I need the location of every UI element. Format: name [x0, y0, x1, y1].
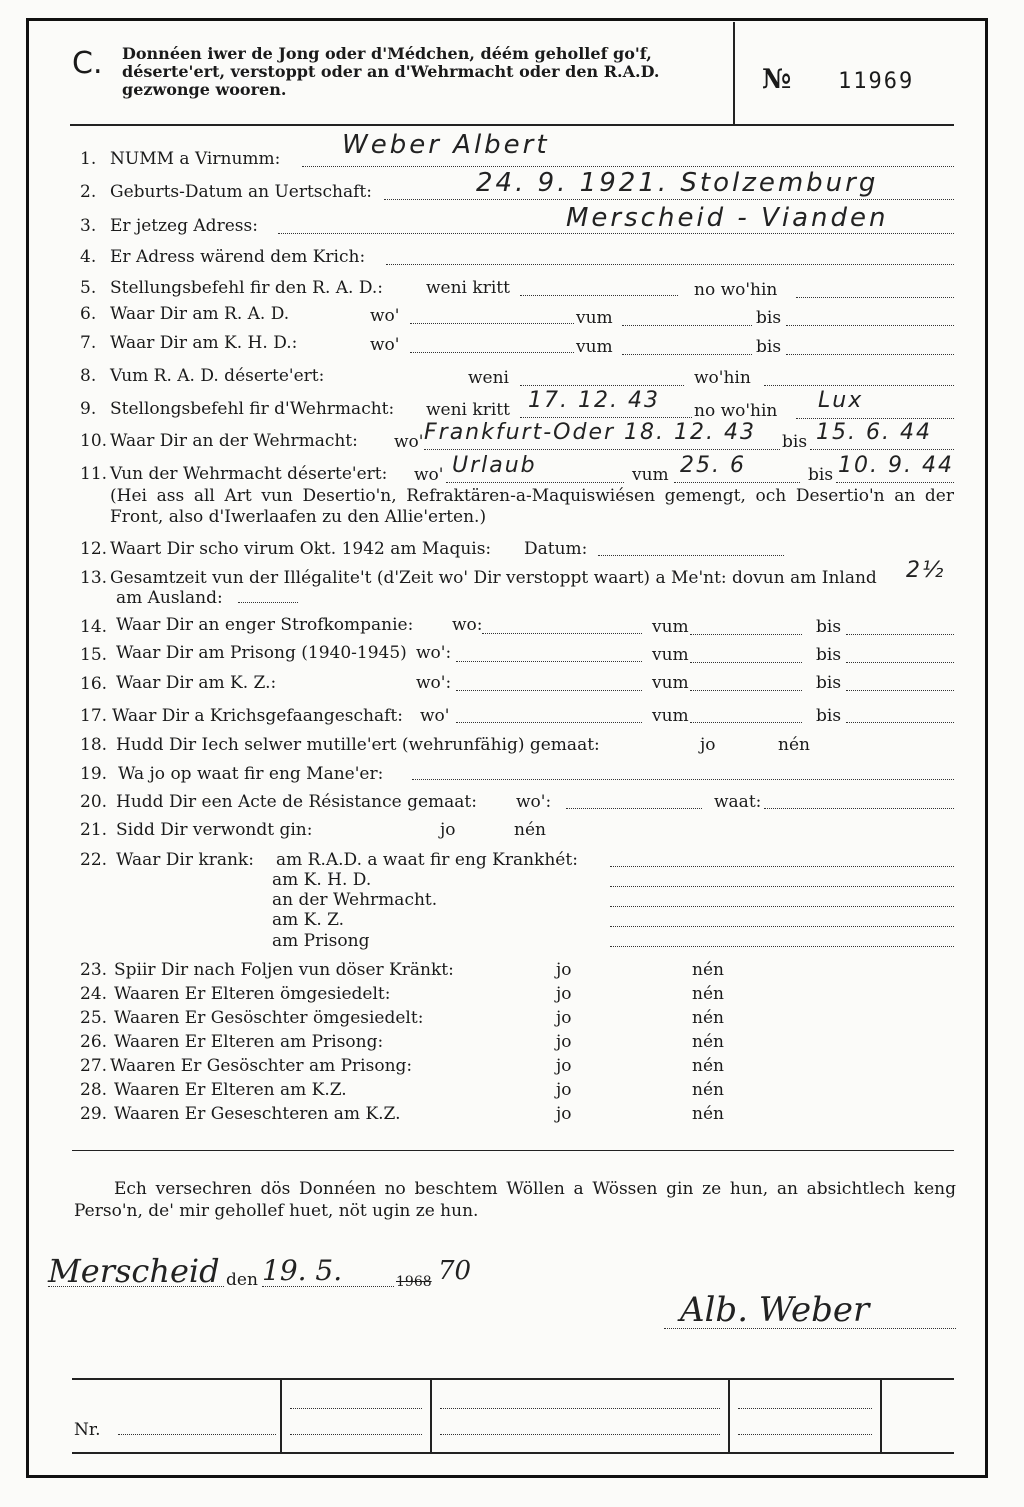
item-14-line-c	[846, 634, 954, 635]
item-8-where: wo'hin	[694, 368, 751, 388]
item-14-where: wo:	[452, 615, 483, 635]
item-11-label: Vun der Wehrmacht déserte'ert:	[110, 464, 388, 484]
item-12-label: Waart Dir scho virum Okt. 1942 am Maquis:	[110, 539, 492, 559]
item-23-num: 23.	[80, 960, 108, 980]
item-15-label: Waar Dir am Prisong (1940-1945)	[116, 643, 407, 663]
item-11-to: bis	[808, 465, 834, 485]
item-17-where: wo'	[420, 706, 450, 726]
item-25-num: 25.	[80, 1008, 108, 1028]
handwritten-address: Merscheid - Vianden	[566, 203, 889, 233]
item-10-num: 10.	[80, 431, 108, 451]
nr-line	[118, 1434, 276, 1435]
item-9-label: Stellongsbefehl fir d'Wehrmacht:	[110, 399, 395, 419]
item-11-line-b	[674, 482, 800, 483]
item-14-line-a	[482, 633, 642, 634]
item-8-label: Vum R. A. D. déserte'ert:	[110, 366, 325, 386]
item-5-line-b	[796, 297, 954, 298]
item-17-label: Waar Dir a Krichsgefaangeschaft:	[112, 706, 403, 726]
item-25-label: Waaren Er Gesöschter ömgesiedelt:	[114, 1008, 424, 1028]
item-21-no: nén	[514, 820, 546, 840]
item-17-num: 17.	[80, 706, 108, 726]
item-13-ausland: am Ausland:	[116, 588, 223, 608]
item-5-when: weni kritt	[426, 278, 510, 298]
item-24-yes: jo	[556, 984, 572, 1004]
item-23-no: nén	[692, 960, 724, 980]
item-2-label: Geburts-Datum an Uertschaft:	[110, 182, 372, 202]
item-8-line-b	[764, 385, 954, 386]
item-22-line-4	[610, 926, 954, 927]
item-9-line-b	[796, 418, 954, 419]
item-10-line-b	[810, 449, 954, 450]
item-21-label: Sidd Dir verwondt gin:	[116, 820, 313, 840]
item-19-label: Wa jo op waat fir eng Mane'er:	[118, 764, 384, 784]
item-11-line-a	[446, 482, 624, 483]
item-29-no: nén	[692, 1104, 724, 1124]
item-9-when: weni kritt	[426, 400, 510, 420]
item-18-yes: jo	[700, 735, 716, 755]
item-15-to: bis	[816, 645, 842, 665]
item-5-where: no wo'hin	[694, 280, 778, 300]
item-16-line-b	[690, 690, 802, 691]
item-17-line-c	[846, 722, 954, 723]
table-cell-line-2	[290, 1434, 422, 1435]
item-23-label: Spiir Dir nach Foljen vun döser Kränkt:	[114, 960, 454, 980]
item-29-yes: jo	[556, 1104, 572, 1124]
item-20-where: wo':	[516, 792, 552, 812]
item-24-num: 24.	[80, 984, 108, 1004]
nr-label: Nr.	[74, 1420, 101, 1440]
item-11-num: 11.	[80, 464, 108, 484]
declaration-text: Ech versechren dös Donnéen no beschtem Wöllen a Wössen gin ze hun, an absichtlech keng Perso'n, de' mir gehollef huet, nöt ugin ze hun.	[74, 1179, 956, 1221]
item-16-line-c	[846, 690, 954, 691]
item-24-label: Waaren Er Elteren ömgesiedelt:	[114, 984, 391, 1004]
item-15-line-b	[690, 662, 802, 663]
item-16-line-a	[456, 690, 642, 691]
item-21-yes: jo	[440, 820, 456, 840]
handwritten-name: Weber Albert	[342, 130, 550, 160]
item-11-note: (Hei ass all Art vun Desertio'n, Refraktären-a-Maquiswiésen gemengt, och Desertio'n an der Front, also d'Iwerlaafen zu den Allie'erten.)	[110, 486, 954, 527]
handwritten-birth: 24. 9. 1921. Stolzemburg	[476, 168, 879, 198]
item-3-label: Er jetzeg Adress:	[110, 216, 258, 236]
header-rule	[70, 124, 954, 126]
item-7-num: 7.	[80, 333, 97, 353]
item-6-line-a	[410, 323, 574, 324]
item-2-num: 2.	[80, 182, 97, 202]
item-5-line-a	[520, 295, 678, 296]
item-7-to: bis	[756, 337, 782, 357]
item-12-date-label: Datum:	[524, 539, 588, 559]
item-25-no: nén	[692, 1008, 724, 1028]
handwritten-desert-vum: 25. 6	[680, 453, 746, 478]
item-1-label: NUMM a Virnumm:	[110, 149, 281, 169]
item-16-where: wo':	[416, 673, 452, 693]
item-11-from: vum	[632, 465, 669, 485]
handwritten-wehrmacht-where: Frankfurt-Oder 18. 12. 43	[424, 420, 756, 445]
item-11-line-c	[836, 482, 954, 483]
item-18-label: Hudd Dir Iech selwer mutille'ert (wehrunfähig) gemaat:	[116, 735, 600, 755]
item-8-when: weni	[468, 368, 509, 388]
handwritten-desert-bis: 10. 9. 44	[838, 453, 954, 478]
form-title: Donnéen iwer de Jong oder d'Médchen, déém gehollef go'f, déserte'ert, verstoppt oder an d'Wehrmacht oder den R.A.D. gezwonge wooren.	[122, 44, 660, 99]
item-3-num: 3.	[80, 216, 97, 236]
item-28-num: 28.	[80, 1080, 108, 1100]
item-5-label: Stellungsbefehl fir den R. A. D.:	[110, 278, 384, 298]
item-27-label: Waaren Er Gesöschter am Prisong:	[110, 1056, 413, 1076]
item-22-line-3	[610, 906, 954, 907]
item-14-to: bis	[816, 617, 842, 637]
table-col-3	[728, 1379, 730, 1453]
signature: Alb. Weber	[680, 1290, 870, 1330]
item-16-to: bis	[816, 673, 842, 693]
item-22-kz: am K. Z.	[272, 910, 345, 930]
item-26-label: Waaren Er Elteren am Prisong:	[114, 1032, 384, 1052]
item-26-num: 26.	[80, 1032, 108, 1052]
den-label: den	[226, 1270, 258, 1290]
item-9-where: no wo'hin	[694, 401, 778, 421]
item-6-where: wo'	[370, 306, 400, 326]
item-20-what: waat:	[714, 792, 762, 812]
item-17-from: vum	[652, 706, 689, 726]
item-7-from: vum	[576, 337, 613, 357]
item-12-line	[598, 555, 784, 556]
table-col-2	[430, 1379, 432, 1453]
item-3-line	[278, 233, 954, 234]
item-12-num: 12.	[80, 539, 108, 559]
table-col-1	[280, 1379, 282, 1453]
item-29-num: 29.	[80, 1104, 108, 1124]
item-9-line-a	[520, 417, 692, 418]
table-col-4	[880, 1379, 882, 1453]
item-4-label: Er Adress wärend dem Krich:	[110, 247, 366, 267]
item-15-where: wo':	[416, 643, 452, 663]
item-16-label: Waar Dir am K. Z.:	[116, 673, 277, 693]
handwritten-place: Merscheid	[48, 1252, 220, 1290]
item-20-num: 20.	[80, 792, 108, 812]
item-5-num: 5.	[80, 278, 97, 298]
item-14-from: vum	[652, 617, 689, 637]
item-24-no: nén	[692, 984, 724, 1004]
item-7-where: wo'	[370, 335, 400, 355]
item-10-line-a	[424, 449, 780, 450]
item-6-num: 6.	[80, 304, 97, 324]
item-15-from: vum	[652, 645, 689, 665]
item-17-line-b	[690, 722, 802, 723]
item-19-line	[412, 779, 954, 780]
item-7-line-b	[622, 354, 752, 355]
item-13-num: 13.	[80, 568, 108, 588]
handwritten-year: 70	[438, 1256, 472, 1286]
item-8-line-a	[520, 385, 684, 386]
item-7-label: Waar Dir am K. H. D.:	[110, 333, 298, 353]
item-11-where: wo'	[414, 465, 444, 485]
handwritten-wehrmacht-bis: 15. 6. 44	[816, 420, 932, 445]
item-18-no: nén	[778, 735, 810, 755]
date-line	[262, 1286, 394, 1287]
item-20-label: Hudd Dir een Acte de Résistance gemaat:	[116, 792, 477, 812]
signature-line	[664, 1328, 956, 1329]
header-divider	[733, 22, 735, 124]
item-20-line-a	[566, 808, 702, 809]
handwritten-stellung-date: 17. 12. 43	[528, 388, 660, 413]
item-22-line-5	[610, 946, 954, 947]
item-6-to: bis	[756, 308, 782, 328]
item-22-label: Waar Dir krank:	[116, 850, 254, 870]
item-14-num: 14.	[80, 617, 108, 637]
item-17-to: bis	[816, 706, 842, 726]
item-16-num: 16.	[80, 674, 108, 694]
item-7-line-a	[410, 352, 574, 353]
item-13-label: Gesamtzeit vun der Illégalite't (d'Zeit wo' Dir verstoppt waart) a Me'nt: dovun am Inland	[110, 568, 877, 588]
item-8-num: 8.	[80, 366, 97, 386]
item-22-khd: am K. H. D.	[272, 870, 372, 890]
place-line	[48, 1286, 224, 1287]
table-cell-line-5	[738, 1408, 872, 1409]
item-9-num: 9.	[80, 399, 97, 419]
item-2-line	[384, 199, 954, 200]
item-21-num: 21.	[80, 820, 108, 840]
item-4-num: 4.	[80, 247, 97, 267]
item-27-no: nén	[692, 1056, 724, 1076]
item-6-line-b	[622, 325, 752, 326]
item-1-line	[302, 166, 954, 167]
table-cell-line-3	[440, 1408, 720, 1409]
item-28-yes: jo	[556, 1080, 572, 1100]
item-28-no: nén	[692, 1080, 724, 1100]
item-26-no: nén	[692, 1032, 724, 1052]
item-22-rad: am R.A.D. a waat fir eng Krankhét:	[276, 850, 578, 870]
item-6-label: Waar Dir am R. A. D.	[110, 304, 290, 324]
table-top-rule	[72, 1378, 954, 1380]
item-13-line	[238, 602, 298, 603]
item-10-label: Waar Dir an der Wehrmacht:	[110, 431, 358, 451]
form-number: 11969	[838, 69, 915, 94]
item-6-from: vum	[576, 308, 613, 328]
item-10-where: wo'	[394, 432, 424, 452]
item-22-prisong: am Prisong	[272, 931, 370, 951]
item-22-line-2	[610, 886, 954, 887]
handwritten-stellung-where: Lux	[818, 388, 864, 413]
table-cell-line-4	[440, 1434, 720, 1435]
item-27-num: 27.	[80, 1056, 108, 1076]
item-22-wehrmacht: an der Wehrmacht.	[272, 890, 438, 910]
item-23-yes: jo	[556, 960, 572, 980]
item-17-line-a	[456, 722, 642, 723]
table-bottom-rule	[72, 1452, 954, 1454]
item-14-label: Waar Dir an enger Strofkompanie:	[116, 615, 414, 635]
year-printed: 1968	[396, 1274, 432, 1290]
handwritten-date: 19. 5.	[262, 1254, 343, 1287]
item-15-line-c	[846, 662, 954, 663]
item-6-line-c	[786, 325, 954, 326]
item-4-line	[386, 264, 954, 265]
item-7-line-c	[786, 354, 954, 355]
item-14-line-b	[690, 634, 802, 635]
handwritten-inland: 2½	[906, 558, 946, 583]
item-1-num: 1.	[80, 149, 97, 169]
item-25-yes: jo	[556, 1008, 572, 1028]
item-10-to: bis	[782, 432, 808, 452]
item-22-line-1	[610, 866, 954, 867]
item-27-yes: jo	[556, 1056, 572, 1076]
item-29-label: Waaren Er Geseschteren am K.Z.	[114, 1104, 401, 1124]
item-15-num: 15.	[80, 645, 108, 665]
item-19-num: 19.	[80, 764, 108, 784]
item-18-num: 18.	[80, 735, 108, 755]
number-sign: №	[762, 64, 792, 95]
items-end-rule	[72, 1150, 954, 1151]
section-letter: C.	[72, 46, 103, 81]
table-cell-line-6	[738, 1434, 872, 1435]
handwritten-desert-where: Urlaub	[452, 453, 537, 478]
item-28-label: Waaren Er Elteren am K.Z.	[114, 1080, 347, 1100]
item-20-line-b	[764, 808, 954, 809]
item-22-num: 22.	[80, 850, 108, 870]
item-16-from: vum	[652, 673, 689, 693]
item-26-yes: jo	[556, 1032, 572, 1052]
table-cell-line-1	[290, 1408, 422, 1409]
item-15-line-a	[456, 661, 642, 662]
